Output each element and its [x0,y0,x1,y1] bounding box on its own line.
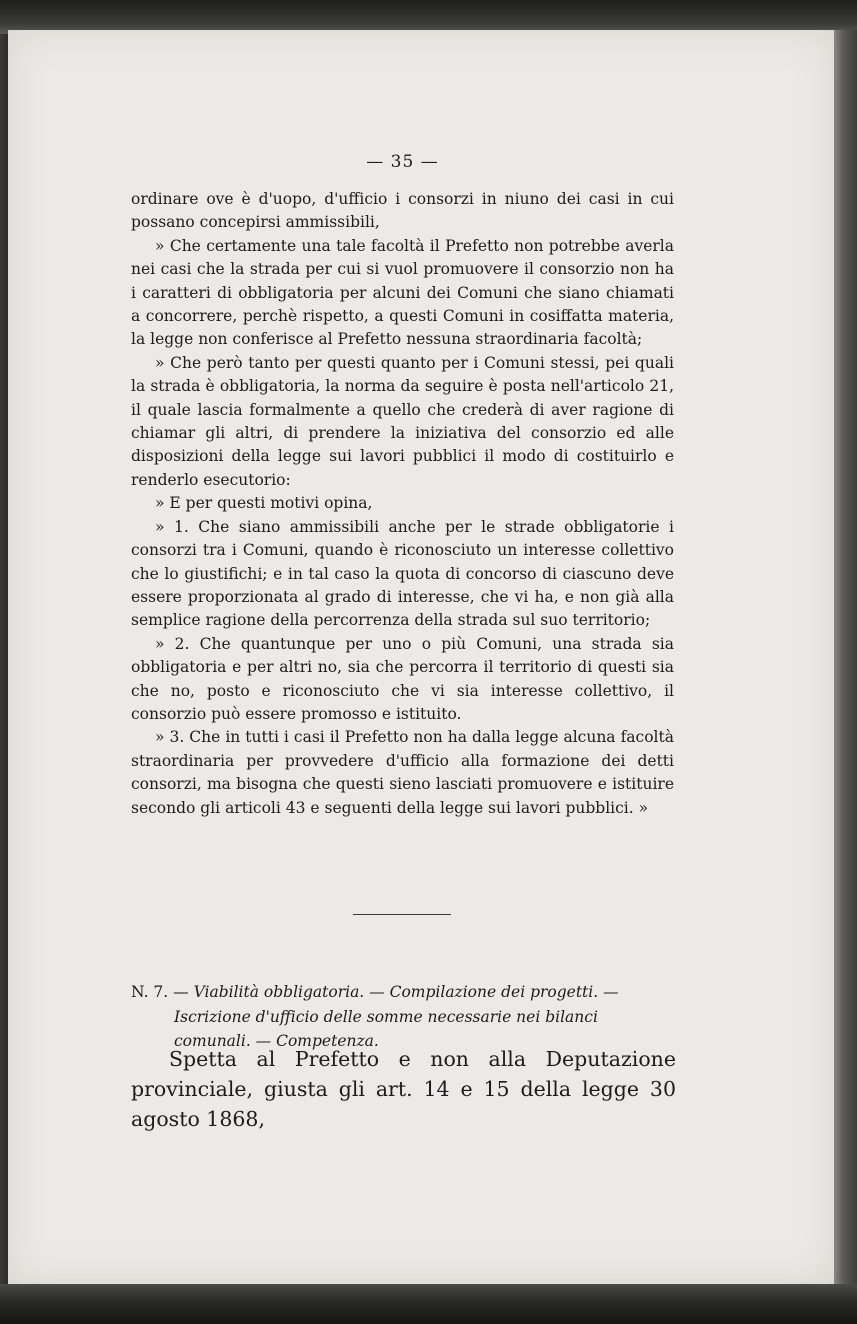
body-text [131,188,674,820]
section-subject-line [131,980,674,1054]
paragraph-point-3: » 3. Che in tutti i casi il Prefetto non ha dalla legge alcuna facoltà straordinaria per provvedere d'ufficio alla formazione dei detti consorzi, ma bisogna che questi sieno lasciati promuovere e istituire secondo gli articoli 43 e seguenti della legge sui lavori pubblici. » [131,728,674,817]
scan-top-border [0,0,857,34]
section-divider [353,914,451,915]
section-lead [131,1044,676,1134]
paragraph-norma: » Che però tanto per questi quanto per i Comuni stessi, pei quali la strada è obbligatoria, la norma da seguire è posta nell'articolo 21, il quale lascia formalmente a quello che crederà di aver ragione di chiamar gli altri, di prendere la iniziativa del consorzio ed alle disposizioni della legge sui lavori pubblici il modo di costituirlo e renderlo esecutorio: [131,353,674,489]
section-subject: Viabilità obbligatoria. — Compilazione dei progetti. — Iscrizione d'ufficio delle somme necessarie nei bilanci comunali. — Competenza. [174,983,619,1050]
section-heading [131,980,674,1054]
paragraph-point-1: » 1. Che siano ammissibili anche per le strade obbligatorie i consorzi tra i Comuni, quando è riconosciuto un interesse collettivo che lo giustifichi; e in tal caso la quota di concorso di ciascuno deve essere proporzionata al grado di interesse, che vi ha, e non già alla semplice ragione della percorrenza della strada sul suo territorio; [131,517,674,630]
paragraph-facolta: » Che certamente una tale facoltà il Prefetto non potrebbe averla nei casi che la strada per cui si vuol promuovere il consorzio non ha i caratteri di obbligatoria per alcuni dei Comuni che siano chiamati a concorrere, perchè rispetto, a questi Comuni in cosiffatta materia, la legge non conferisce al Prefetto nessuna straordinaria facoltà; [131,236,674,349]
paragraph-point-2: » 2. Che quantunque per uno o più Comuni, una strada sia obbligatoria e per altri no, sia che percorra il territorio di questi sia che no, posto e riconosciuto che vi sia interesse collettivo, il consorzio può essere promosso e istituito. [131,634,674,723]
page-number: — 35 — [366,152,439,172]
paragraph-continuation: ordinare ove è d'uopo, d'ufficio i consorzi in niuno dei casi in cui possano concepirsi ammissibili, [131,190,674,232]
section-number: N. 7. — [131,983,189,1001]
page-edge-shadow [834,30,857,1284]
lead-paragraph: Spetta al Prefetto e non alla Deputazione provinciale, giusta gli art. 14 e 15 della legge 30 agosto 1868, [131,1047,676,1131]
paragraph-opina: » E per questi motivi opina, [155,494,373,513]
scan-bottom-border [0,1284,857,1324]
